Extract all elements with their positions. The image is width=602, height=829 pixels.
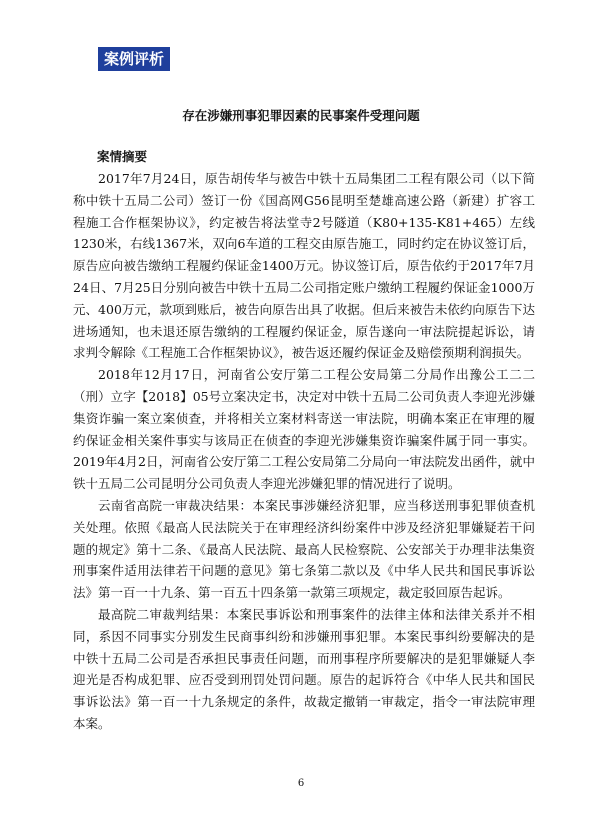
paragraph-contract: 2017年7月24日，原告胡传华与被告中铁十五局集团二工程有限公司（以下简称中铁十五局二公司）签订一份《国高网G56昆明至楚雄高速公路（新建）扩容工程施工合作框架协议》，约定被告将法堂寺2号隧道（K80+135-K81+465）左线1230米，右线1367米，双向6车道的工程交由原告施工，同时约定在协议签订后，原告应向被告缴纳工程履约保证金1400万元。协议签订后，原告依约于2017年7月24日、7月25日分别向被告中铁十五局二公司指定账户缴纳工程履约保证金1000万元、400万元，款项到账后，被告向原告出具了收据。但后来被告未依约向原告下达进场通知，也未退还原告缴纳的工程履约保证金，原告遂向一审法院提起诉讼，请求判令解除《工程施工合作框架协议》，被告返还履约保证金及赔偿预期利润损失。 xyxy=(73,171,535,361)
page-number: 6 xyxy=(297,778,305,789)
paragraph-police-investigation: 2018年12月17日，河南省公安厅第二工程公安局第二分局作出豫公工二二（刑）立字【2018】05号立案决定书，决定对中铁十五局二公司负责人李迎光涉嫌集资诈骗一案立案侦查，并将相关立案材料寄送一审法院，明确本案正在审理的履约保证金相关案件事实与该局正在侦查的李迎光涉嫌集资诈骗案件属于同一事实。2019年4月2日，河南省公安厅第二工程公安局第二分局向一审法院发出函件，就中铁十五局二公司昆明分公司负责人李迎光涉嫌犯罪的情况进行了说明。 xyxy=(73,367,535,492)
paragraph-first-instance: 云南省高院一审裁决结果：本案民事涉嫌经济犯罪，应当移送刑事犯罪侦查机关处理。依照《最高人民法院关于在审理经济纠纷案件中涉及经济犯罪嫌疑若干问题的规定》第十二条、《最高人民法院、最高人民检察院、公安部关于办理非法集资刑事案件适用法律若干问题的意见》第七条第二款以及《中华人民共和国民事诉讼法》第一百一十九条、第一百五十四条第一款第三项规定，裁定驳回原告起诉。 xyxy=(73,497,535,601)
case-summary-body xyxy=(73,168,535,735)
paragraph-second-instance: 最高院二审裁判结果：本案民事诉讼和刑事案件的法律主体和法律关系并不相同，系因不同事实分别发生民商事纠纷和涉嫌刑事犯罪。本案民事纠纷要解决的是中铁十五局二公司是否承担民事责任问题，而刑事程序所要解决的是犯罪嫌疑人李迎光是否构成犯罪、应否受到刑罚处罚问题。原告的起诉符合《中华人民共和国民事诉讼法》第一百一十九条规定的条件，故裁定撤销一审裁定，指令一审法院审理本案。 xyxy=(73,606,535,731)
section-badge: 案例评析 xyxy=(98,47,170,71)
section-heading: 案情摘要 xyxy=(97,149,148,164)
document-title: 存在涉嫌刑事犯罪因素的民事案件受理问题 xyxy=(182,108,420,123)
